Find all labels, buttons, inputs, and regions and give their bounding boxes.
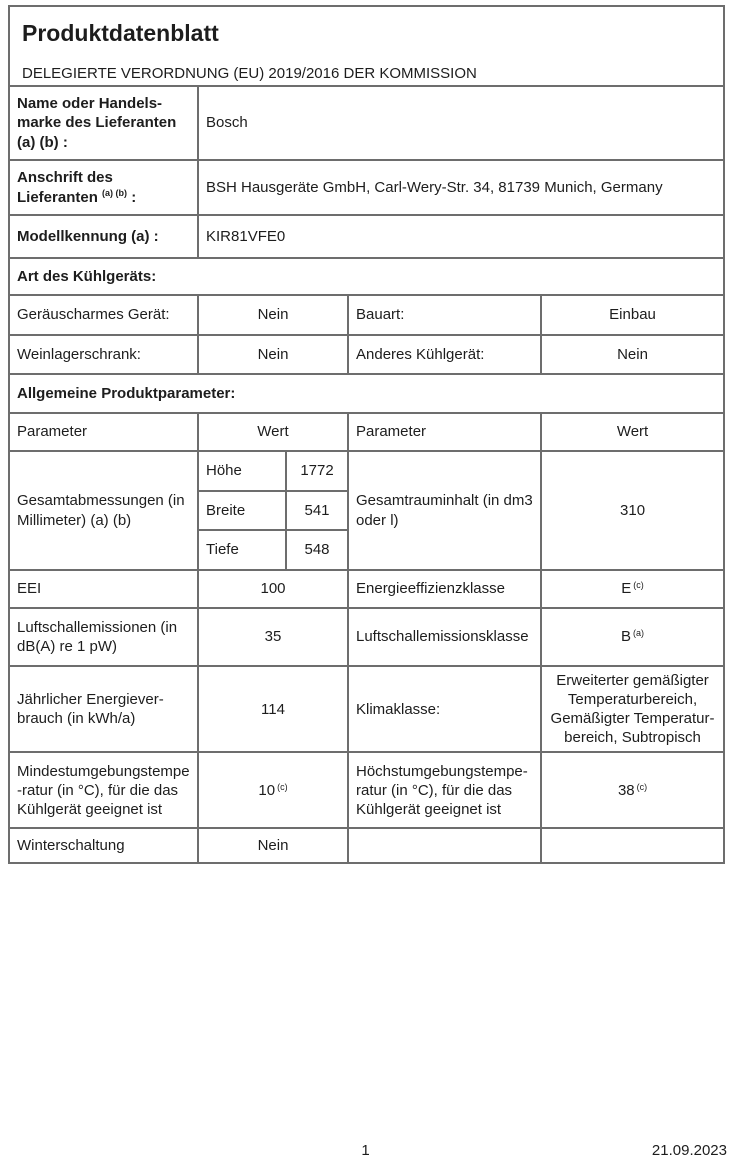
eei-value: 100 xyxy=(198,570,348,608)
noise-class-letter: B xyxy=(621,628,632,646)
volume-label: Gesamtrauminhalt (in dm3 oder l) xyxy=(348,451,541,570)
column-header-wert: Wert xyxy=(541,413,724,451)
supplier-address-label xyxy=(9,160,198,215)
model-value: KIR81VFE0 xyxy=(198,215,724,258)
eei-label: EEI xyxy=(9,570,198,608)
param-value: Nein xyxy=(198,295,348,335)
energy-consumption-label: Jährlicher Energiever-brauch (in kWh/a) xyxy=(9,666,198,752)
energy-class-footnote: (c) xyxy=(633,580,644,591)
max-temperature-footnote: (c) xyxy=(636,781,648,792)
climate-class-value: Erweiterter gemäßigter Temperaturbereich, Gemäßigter Temperatur-bereich, Subtropisch xyxy=(541,666,724,752)
title-row xyxy=(9,6,724,86)
climate-class-label: Klimaklasse: xyxy=(348,666,541,752)
appliance-type-heading: Art des Kühlgeräts: xyxy=(9,258,724,295)
column-header-wert: Wert xyxy=(198,413,348,451)
winter-setting-row xyxy=(9,828,724,863)
min-temperature-footnote: (c) xyxy=(277,781,288,792)
appliance-type-row xyxy=(9,335,724,374)
general-parameters-heading-row xyxy=(9,374,724,413)
page-number: 1 xyxy=(361,1142,370,1159)
supplier-address-colon: : xyxy=(131,188,137,206)
appliance-type-heading-row xyxy=(9,258,724,295)
empty-cell xyxy=(348,828,541,863)
dimensions-label: Gesamtabmessungen (in Millimeter) (a) (b) xyxy=(9,451,198,570)
column-header-parameter: Parameter xyxy=(348,413,541,451)
min-temperature-label: Mindestumgebungstempe-ratur (in °C), für die das Kühlgerät geeignet ist xyxy=(9,752,198,828)
model-row xyxy=(9,215,724,258)
supplier-name-row xyxy=(9,86,724,160)
regulation-subtitle: DELEGIERTE VERORDNUNG (EU) 2019/2016 DER KOMMISSION xyxy=(22,65,477,83)
energy-class-label: Energieeffizienzklasse xyxy=(348,570,541,608)
supplier-address-label-text: Anschrift des Lieferanten xyxy=(17,169,113,206)
empty-cell xyxy=(541,828,724,863)
dimension-width-label: Breite xyxy=(198,491,286,530)
page-title: Produktdatenblatt xyxy=(22,20,219,46)
temperature-row xyxy=(9,752,724,828)
title-cell xyxy=(9,6,724,86)
noise-row xyxy=(9,608,724,666)
dimension-height-label: Höhe xyxy=(198,451,286,491)
footer-date: 21.09.2023 xyxy=(651,1142,727,1159)
param-label: Geräuscharmes Gerät: xyxy=(9,295,198,335)
noise-label: Luftschallemissionen (in dB(A) re 1 pW) xyxy=(9,608,198,666)
param-value: Einbau xyxy=(541,295,724,335)
column-header-parameter: Parameter xyxy=(9,413,198,451)
dimension-depth-value: 548 xyxy=(286,530,348,570)
noise-value: 35 xyxy=(198,608,348,666)
min-temperature-value xyxy=(198,752,348,828)
energy-consumption-value: 114 xyxy=(198,666,348,752)
param-value: Nein xyxy=(541,335,724,374)
model-label: Modellkennung (a) : xyxy=(9,215,198,258)
eei-row xyxy=(9,570,724,608)
parameters-header-row xyxy=(9,413,724,451)
page-footer xyxy=(8,1142,727,1161)
volume-value: 310 xyxy=(541,451,724,570)
dimension-width-value: 541 xyxy=(286,491,348,530)
product-datasheet-table xyxy=(8,5,725,864)
max-temperature-label: Höchstumgebungstempe-ratur (in °C), für die das Kühlgerät geeignet ist xyxy=(348,752,541,828)
param-label: Bauart: xyxy=(348,295,541,335)
noise-class-label: Luftschallemissionsklasse xyxy=(348,608,541,666)
energy-class-value xyxy=(541,570,724,608)
energy-class-letter: E xyxy=(621,580,632,598)
supplier-address-value: BSH Hausgeräte GmbH, Carl-Wery-Str. 34, 81739 Munich, Germany xyxy=(198,160,724,215)
winter-setting-value: Nein xyxy=(198,828,348,863)
noise-class-footnote: (a) xyxy=(633,628,645,639)
min-temperature-number: 10 xyxy=(258,781,276,799)
dimension-depth-label: Tiefe xyxy=(198,530,286,570)
supplier-name-value: Bosch xyxy=(198,86,724,160)
dimension-height-value: 1772 xyxy=(286,451,348,491)
general-parameters-heading: Allgemeine Produktparameter: xyxy=(9,374,724,413)
energy-consumption-row xyxy=(9,666,724,752)
supplier-name-label: Name oder Handels-marke des Lieferanten (a) (b) : xyxy=(9,86,198,160)
dimensions-row xyxy=(9,451,724,491)
noise-class-value xyxy=(541,608,724,666)
max-temperature-number: 38 xyxy=(617,781,635,799)
param-label: Weinlagerschrank: xyxy=(9,335,198,374)
winter-setting-label: Winterschaltung xyxy=(9,828,198,863)
param-value: Nein xyxy=(198,335,348,374)
supplier-address-footnote: (a) (b) xyxy=(102,187,128,198)
max-temperature-value xyxy=(541,752,724,828)
supplier-address-row xyxy=(9,160,724,215)
appliance-type-row xyxy=(9,295,724,335)
param-label: Anderes Kühlgerät: xyxy=(348,335,541,374)
